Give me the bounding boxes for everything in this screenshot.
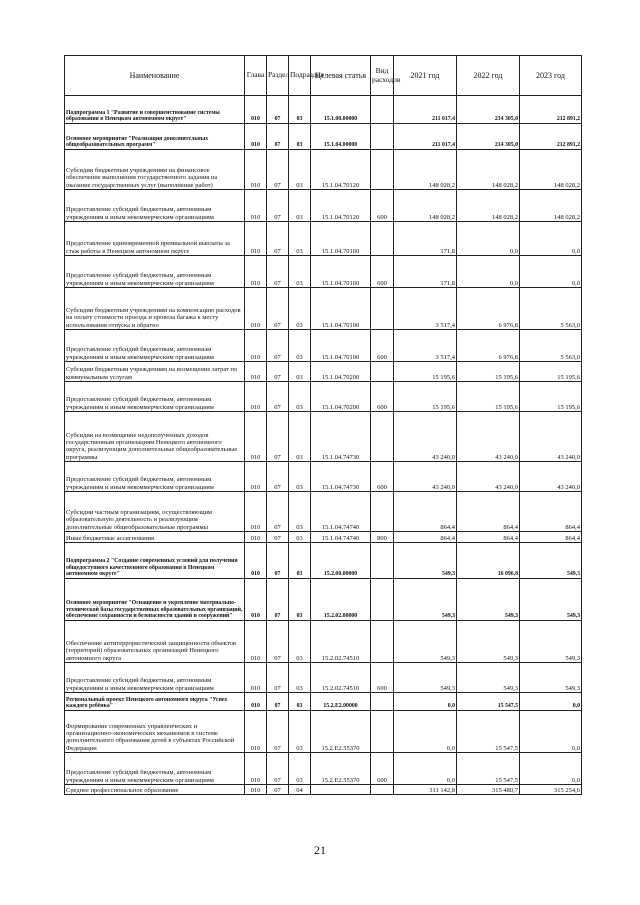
row-target: 15.1.04.70200 [311, 362, 371, 382]
row-2023: 148 028,2 [520, 190, 582, 222]
row-razdel: 07 [267, 222, 289, 256]
budget-table [64, 55, 582, 795]
row-2023: 0,0 [520, 711, 582, 753]
header-glava: Глава [245, 56, 267, 96]
row-name: Субсидии бюджетным учреждениям на возмещение затрат по коммунальным услугам [65, 362, 245, 382]
row-podrazdel: 03 [289, 663, 311, 693]
row-glava: 010 [245, 96, 267, 124]
row-vid: 600 [371, 382, 394, 412]
row-name: Подпрограмма 2 "Создание современных условий для получения общедоступного качественного образования в Ненецком автономном округе" [65, 543, 245, 579]
row-glava: 010 [245, 621, 267, 663]
row-2021: 0,0 [394, 753, 457, 785]
row-name: Предоставление субсидий бюджетным, автономным учреждениям и иным некоммерческим организациям [65, 330, 245, 362]
row-name: Среднее профессиональное образование [65, 785, 245, 795]
row-2021: 0,0 [394, 711, 457, 753]
row-2022: 15 195,6 [457, 362, 520, 382]
row-vid: 800 [371, 532, 394, 543]
row-2023: 0,0 [520, 256, 582, 288]
row-razdel: 07 [267, 785, 289, 795]
row-name: Обеспечение антитеррористической защищенности объектов (территорий) образовательных организаций Ненецкого автономного округа [65, 621, 245, 663]
row-glava: 010 [245, 124, 267, 150]
row-2021: 3 517,4 [394, 330, 457, 362]
row-podrazdel: 03 [289, 190, 311, 222]
row-target: 15.2.02.00000 [311, 579, 371, 621]
row-2022: 16 096,8 [457, 543, 520, 579]
row-2022: 214 305,0 [457, 124, 520, 150]
row-name: Предоставление субсидий бюджетным, автономным учреждениям и иным некоммерческим организациям [65, 256, 245, 288]
row-razdel: 07 [267, 190, 289, 222]
row-vid [371, 150, 394, 190]
row-2021: 864,4 [394, 532, 457, 543]
row-razdel: 07 [267, 753, 289, 785]
table-row [65, 753, 582, 785]
row-razdel: 07 [267, 288, 289, 330]
row-glava: 010 [245, 330, 267, 362]
row-razdel: 07 [267, 543, 289, 579]
row-glava: 010 [245, 412, 267, 462]
row-target: 15.2.E2.00000 [311, 693, 371, 711]
row-2022: 315 480,7 [457, 785, 520, 795]
row-vid [371, 412, 394, 462]
row-name: Предоставление субсидий бюджетным, автономным учреждениям и иным некоммерческим организациям [65, 462, 245, 492]
row-podrazdel: 03 [289, 150, 311, 190]
row-name: Субсидии бюджетным учреждениям на финансовое обеспечение выполнения государственного задания на оказание государственных услуг (выполнение работ) [65, 150, 245, 190]
row-vid: 600 [371, 190, 394, 222]
row-razdel: 07 [267, 663, 289, 693]
row-target: 15.1.04.70160 [311, 222, 371, 256]
row-podrazdel: 03 [289, 753, 311, 785]
row-2021: 43 240,0 [394, 412, 457, 462]
row-razdel: 07 [267, 124, 289, 150]
row-vid [371, 124, 394, 150]
table-row [65, 222, 582, 256]
page-number: 21 [314, 843, 326, 857]
row-glava: 010 [245, 288, 267, 330]
row-target: 15.1.04.70200 [311, 382, 371, 412]
row-glava: 010 [245, 222, 267, 256]
row-name: Субсидии на возмещение недополученных доходов государственным организациям Ненецкого автономного округа, реализующим дополнительные общеобразовательные программы [65, 412, 245, 462]
table-row [65, 362, 582, 382]
table-row [65, 96, 582, 124]
row-2021: 211 017,4 [394, 96, 457, 124]
row-target: 15.1.04.70120 [311, 190, 371, 222]
row-podrazdel: 03 [289, 124, 311, 150]
row-2021: 43 240,0 [394, 462, 457, 492]
row-name: Предоставление субсидий бюджетным, автономным учреждениям и иным некоммерческим организациям [65, 382, 245, 412]
table-row [65, 124, 582, 150]
row-2023: 15 195,6 [520, 362, 582, 382]
row-glava: 010 [245, 256, 267, 288]
row-2021: 549,3 [394, 663, 457, 693]
row-2021: 549,3 [394, 543, 457, 579]
row-glava: 010 [245, 362, 267, 382]
row-podrazdel: 03 [289, 96, 311, 124]
row-2022: 43 240,0 [457, 462, 520, 492]
row-name: Подпрограмма 1 "Развитие и совершенствование системы образования в Ненецком автономном округе" [65, 96, 245, 124]
table-row [65, 532, 582, 543]
row-podrazdel: 04 [289, 785, 311, 795]
row-2022: 549,3 [457, 621, 520, 663]
row-2023: 549,3 [520, 543, 582, 579]
row-target: 15.1.04.70120 [311, 150, 371, 190]
row-2023: 5 563,0 [520, 288, 582, 330]
row-2022: 15 547,5 [457, 753, 520, 785]
row-2022: 549,3 [457, 579, 520, 621]
row-2021: 0,0 [394, 693, 457, 711]
table-row [65, 256, 582, 288]
row-2023: 15 195,6 [520, 382, 582, 412]
table-row [65, 288, 582, 330]
row-podrazdel: 03 [289, 412, 311, 462]
row-name: Региональный проект Ненецкого автономного округа "Успех каждого ребёнка" [65, 693, 245, 711]
row-target: 15.1.04.74740 [311, 492, 371, 532]
row-podrazdel: 03 [289, 288, 311, 330]
header-row [65, 56, 582, 96]
row-name: Основное мероприятие "Оснащение и укрепление материально-технической базы государственных образовательных организаций, обеспечение сохранности и безопасности зданий и сооружений" [65, 579, 245, 621]
row-2022: 15 547,5 [457, 693, 520, 711]
row-name: Субсидии бюджетным учреждениям на компенсацию расходов на оплату стоимости проезда и провоза багажа к месту использования отпуска и обратно [65, 288, 245, 330]
header-2021: 2021 год [394, 56, 457, 96]
table-row [65, 663, 582, 693]
row-vid: 600 [371, 462, 394, 492]
row-podrazdel: 03 [289, 462, 311, 492]
row-podrazdel: 03 [289, 693, 311, 711]
row-2023: 148 028,2 [520, 150, 582, 190]
row-2023: 0,0 [520, 693, 582, 711]
row-glava: 010 [245, 693, 267, 711]
row-2021: 148 028,2 [394, 190, 457, 222]
row-vid [371, 543, 394, 579]
row-glava: 010 [245, 579, 267, 621]
row-2023: 43 240,0 [520, 412, 582, 462]
row-razdel: 07 [267, 621, 289, 663]
row-podrazdel: 03 [289, 256, 311, 288]
row-target: 15.2.E2.55370 [311, 711, 371, 753]
row-podrazdel: 03 [289, 621, 311, 663]
row-razdel: 07 [267, 96, 289, 124]
row-2022: 6 976,8 [457, 288, 520, 330]
table-row [65, 492, 582, 532]
row-2023: 549,3 [520, 621, 582, 663]
row-2021: 864,4 [394, 492, 457, 532]
header-2023: 2023 год [520, 56, 582, 96]
row-name: Формирование современных управленческих и организационно-экономических механизмов в системе дополнительного образования детей в субъектах Российской Федерации [65, 711, 245, 753]
row-podrazdel: 03 [289, 362, 311, 382]
row-target: 15.1.04.74730 [311, 412, 371, 462]
row-razdel: 07 [267, 330, 289, 362]
row-razdel: 07 [267, 492, 289, 532]
row-razdel: 07 [267, 462, 289, 492]
table-row [65, 330, 582, 362]
row-glava: 010 [245, 492, 267, 532]
row-razdel: 07 [267, 382, 289, 412]
row-target: 15.1.04.74740 [311, 532, 371, 543]
row-vid [371, 711, 394, 753]
row-2022: 43 240,0 [457, 412, 520, 462]
row-2022: 148 028,2 [457, 150, 520, 190]
row-target: 15.1.04.70160 [311, 256, 371, 288]
row-podrazdel: 03 [289, 532, 311, 543]
row-vid [371, 492, 394, 532]
row-2023: 549,3 [520, 663, 582, 693]
table-body [65, 96, 582, 795]
row-2021: 211 017,4 [394, 124, 457, 150]
row-2022: 148 028,2 [457, 190, 520, 222]
row-2021: 171,8 [394, 222, 457, 256]
row-target [311, 785, 371, 795]
row-podrazdel: 03 [289, 711, 311, 753]
row-2023: 5 563,0 [520, 330, 582, 362]
row-2023: 212 891,2 [520, 124, 582, 150]
row-vid [371, 362, 394, 382]
header-podrazdel: Подраздел [289, 56, 311, 96]
header-target: Целевая статья [311, 56, 371, 96]
row-vid [371, 693, 394, 711]
row-vid: 600 [371, 663, 394, 693]
table-row [65, 693, 582, 711]
row-podrazdel: 03 [289, 382, 311, 412]
row-name: Предоставление субсидий бюджетным, автономным учреждениям и иным некоммерческим организациям [65, 190, 245, 222]
row-glava: 010 [245, 190, 267, 222]
row-2023: 864,4 [520, 532, 582, 543]
row-podrazdel: 03 [289, 222, 311, 256]
table-row [65, 190, 582, 222]
row-razdel: 07 [267, 150, 289, 190]
row-target: 15.2.E2.55370 [311, 753, 371, 785]
row-razdel: 07 [267, 362, 289, 382]
table-row [65, 543, 582, 579]
row-razdel: 07 [267, 579, 289, 621]
row-target: 15.1.04.00000 [311, 124, 371, 150]
header-razdel: Раздел [267, 56, 289, 96]
row-2022: 864,4 [457, 492, 520, 532]
row-2023: 549,3 [520, 579, 582, 621]
row-vid [371, 621, 394, 663]
table-row [65, 382, 582, 412]
table-row [65, 462, 582, 492]
row-2023: 0,0 [520, 222, 582, 256]
row-vid: 600 [371, 330, 394, 362]
header-name: Наименование [65, 56, 245, 96]
row-name: Предоставление единовременной премиальной выплаты за стаж работы в Ненецком автономном округе [65, 222, 245, 256]
row-glava: 010 [245, 753, 267, 785]
row-podrazdel: 03 [289, 579, 311, 621]
row-vid [371, 96, 394, 124]
row-2021: 15 195,6 [394, 362, 457, 382]
row-2021: 148 028,2 [394, 150, 457, 190]
row-2022: 15 547,5 [457, 711, 520, 753]
table-row [65, 621, 582, 663]
row-2023: 0,0 [520, 753, 582, 785]
row-2022: 214 305,0 [457, 96, 520, 124]
table-row [65, 579, 582, 621]
row-target: 15.1.04.70190 [311, 330, 371, 362]
row-podrazdel: 03 [289, 543, 311, 579]
row-2022: 0,0 [457, 256, 520, 288]
row-2022: 15 195,6 [457, 382, 520, 412]
row-vid [371, 288, 394, 330]
row-name: Предоставление субсидий бюджетным, автономным учреждениям и иным некоммерческим организациям [65, 753, 245, 785]
row-razdel: 07 [267, 532, 289, 543]
row-2022: 0,0 [457, 222, 520, 256]
row-2022: 864,4 [457, 532, 520, 543]
row-name: Основное мероприятие "Реализация дополнительных общеобразовательных программ" [65, 124, 245, 150]
row-2022: 6 976,8 [457, 330, 520, 362]
row-name: Субсидии частным организациям, осуществляющим образовательную деятельность и реализующим дополнительные общеобразовательные программы [65, 492, 245, 532]
row-2022: 549,3 [457, 663, 520, 693]
row-target: 15.2.02.74510 [311, 663, 371, 693]
header-2022: 2022 год [457, 56, 520, 96]
row-2021: 171,8 [394, 256, 457, 288]
row-2023: 315 254,6 [520, 785, 582, 795]
row-2021: 3 517,4 [394, 288, 457, 330]
row-glava: 010 [245, 150, 267, 190]
row-podrazdel: 03 [289, 330, 311, 362]
table-row [65, 412, 582, 462]
row-target: 15.2.02.74510 [311, 621, 371, 663]
row-target: 15.2.00.00000 [311, 543, 371, 579]
row-glava: 010 [245, 663, 267, 693]
row-2021: 549,3 [394, 579, 457, 621]
row-vid: 600 [371, 753, 394, 785]
row-name: Предоставление субсидий бюджетным, автономным учреждениям и иным некоммерческим организациям [65, 663, 245, 693]
row-glava: 010 [245, 785, 267, 795]
row-vid: 600 [371, 256, 394, 288]
table-row [65, 150, 582, 190]
row-2021: 311 142,8 [394, 785, 457, 795]
row-glava: 010 [245, 532, 267, 543]
row-podrazdel: 03 [289, 492, 311, 532]
row-target: 15.1.00.00000 [311, 96, 371, 124]
row-target: 15.1.04.74730 [311, 462, 371, 492]
row-2023: 43 240,0 [520, 462, 582, 492]
row-razdel: 07 [267, 693, 289, 711]
table-row [65, 711, 582, 753]
row-razdel: 07 [267, 711, 289, 753]
row-glava: 010 [245, 711, 267, 753]
row-vid [371, 785, 394, 795]
table-row [65, 785, 582, 795]
row-2023: 212 891,2 [520, 96, 582, 124]
row-2021: 549,3 [394, 621, 457, 663]
row-glava: 010 [245, 382, 267, 412]
header-vid: Вид расходов [371, 56, 394, 96]
row-razdel: 07 [267, 412, 289, 462]
row-razdel: 07 [267, 256, 289, 288]
row-glava: 010 [245, 543, 267, 579]
row-glava: 010 [245, 462, 267, 492]
row-vid [371, 579, 394, 621]
row-name: Иные бюджетные ассигнования [65, 532, 245, 543]
row-vid [371, 222, 394, 256]
row-2023: 864,4 [520, 492, 582, 532]
row-target: 15.1.04.70190 [311, 288, 371, 330]
row-2021: 15 195,6 [394, 382, 457, 412]
